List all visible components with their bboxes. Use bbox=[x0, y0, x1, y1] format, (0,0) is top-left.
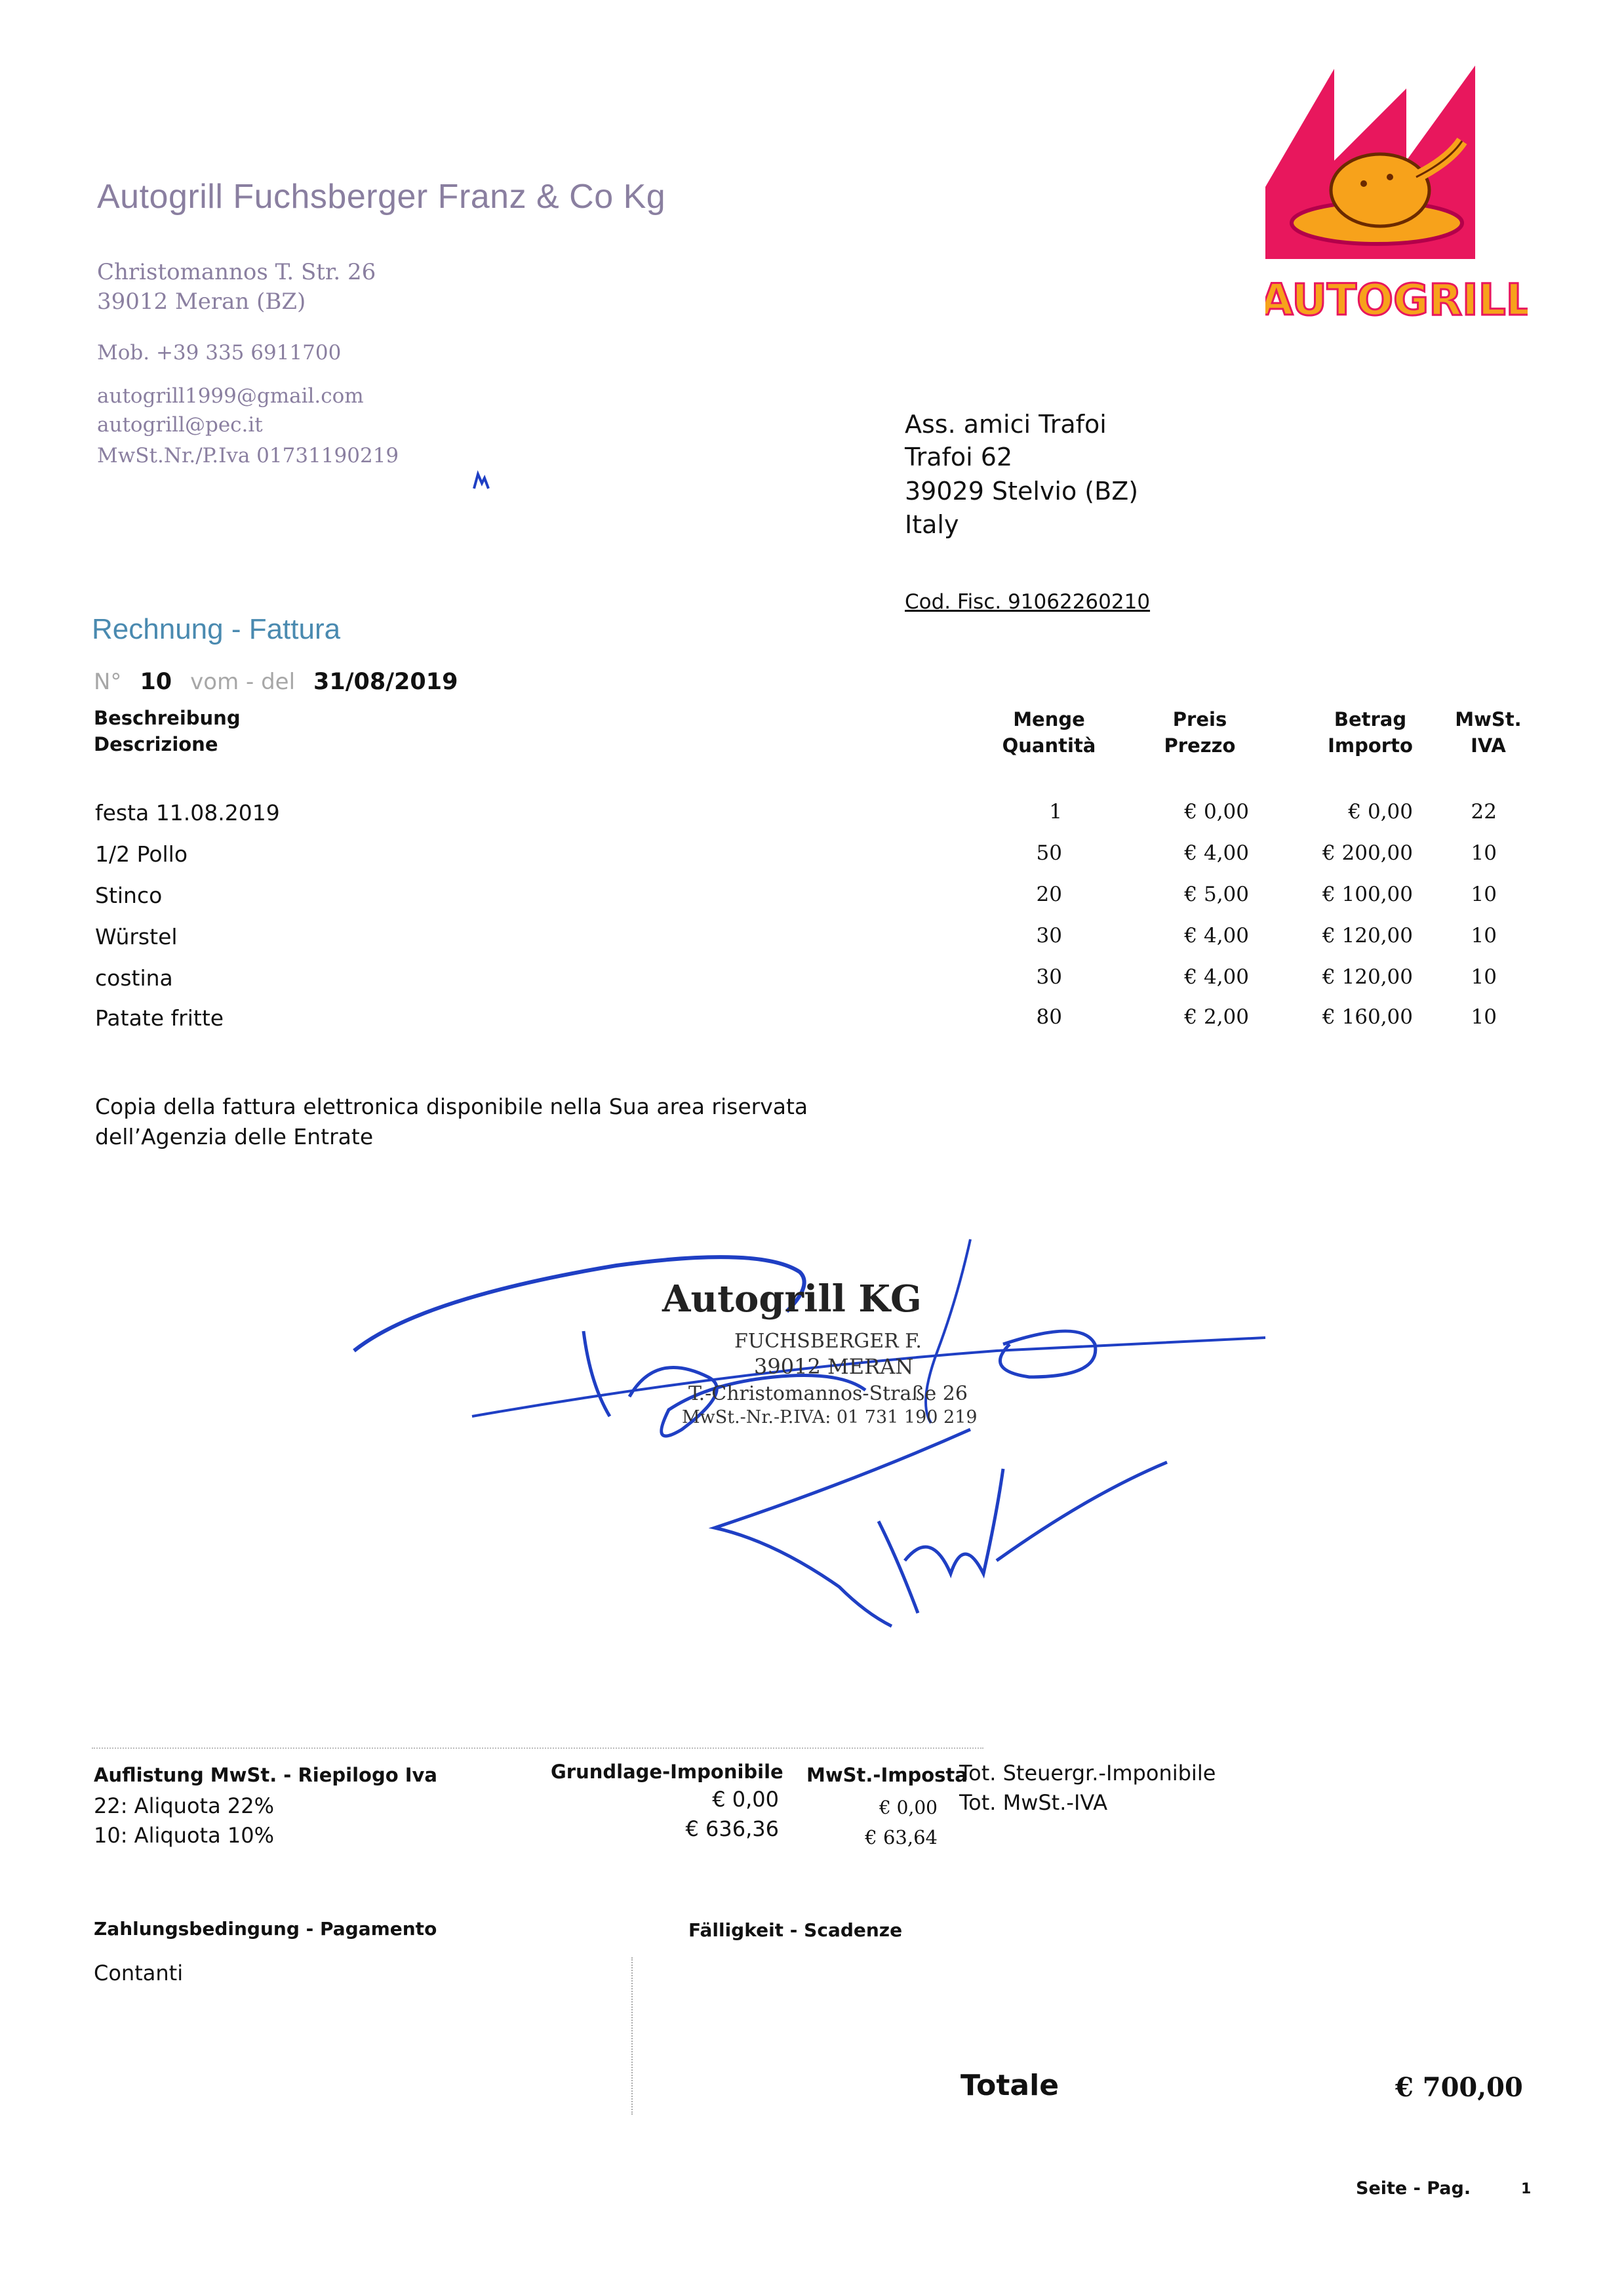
due-date-label: Fälligkeit - Scadenze bbox=[688, 1919, 903, 1941]
payment-terms-label: Zahlungsbedingung - Pagamento bbox=[94, 1918, 437, 1940]
stamp-line: 39012 MERAN bbox=[754, 1354, 914, 1379]
header-amount: Betrag Importo bbox=[1328, 708, 1413, 757]
vat-rate-label: 22: Aliquota 22% bbox=[94, 1793, 274, 1818]
tot-tax-label: Tot. MwSt.-IVA bbox=[959, 1790, 1108, 1815]
document-number-row bbox=[94, 669, 458, 695]
payment-divider bbox=[631, 1957, 633, 2115]
number-label: N° bbox=[94, 669, 122, 695]
table-row: costina 30 € 4,00 € 120,00 10 bbox=[95, 965, 1497, 991]
sender-pec: autogrill@pec.it bbox=[97, 413, 263, 437]
vat-base-value: € 0,00 bbox=[712, 1787, 779, 1812]
table-row: Patate fritte 80 € 2,00 € 160,00 10 bbox=[95, 1005, 1497, 1031]
sender-city: 39012 Meran (BZ) bbox=[97, 289, 306, 315]
header-qty: Menge Quantità bbox=[1002, 708, 1096, 757]
stamp-line: T.-Christomannos-Straße 26 bbox=[688, 1382, 968, 1405]
stamp-and-signature bbox=[341, 1220, 1272, 1666]
vat-summary-title: Auflistung MwSt. - Riepilogo Iva bbox=[94, 1764, 437, 1786]
vat-tax-header: MwSt.-Imposta bbox=[806, 1764, 968, 1786]
header-description: Beschreibung Descrizione bbox=[94, 707, 241, 755]
vat-base-header: Grundlage-Imponibile bbox=[551, 1761, 783, 1783]
signature-stroke bbox=[879, 1462, 1167, 1613]
vat-tax-value: € 0,00 bbox=[879, 1797, 938, 1818]
vat-tax-value: € 63,64 bbox=[865, 1826, 938, 1848]
person-icon bbox=[469, 469, 492, 492]
sender-name: Autogrill Fuchsberger Franz & Co Kg bbox=[97, 178, 666, 216]
table-row: Stinco 20 € 5,00 € 100,00 10 bbox=[95, 883, 1497, 908]
tot-base-label: Tot. Steuergr.-Imponibile bbox=[959, 1761, 1216, 1786]
table-row: festa 11.08.2019 1 € 0,00 € 0,00 22 bbox=[95, 800, 1497, 826]
sender-street: Christomannos T. Str. 26 bbox=[97, 259, 376, 285]
signature-stroke bbox=[715, 1429, 970, 1626]
total-label: Totale bbox=[961, 2069, 1060, 2102]
invoice-date: 31/08/2019 bbox=[313, 669, 458, 695]
stamp-title: Autogrill KG bbox=[662, 1277, 922, 1321]
document-title: Rechnung - Fattura bbox=[92, 613, 341, 645]
stamp-line: FUCHSBERGER F. bbox=[734, 1330, 922, 1353]
e-invoice-note: Copia della fattura elettronica disponibile nella Sua area riservata dell’Agenzia delle Entrate bbox=[95, 1094, 808, 1149]
section-divider bbox=[92, 1747, 983, 1749]
invoice-number: 10 bbox=[140, 669, 172, 695]
vat-rate-label: 10: Aliquota 10% bbox=[94, 1823, 274, 1848]
recipient-street: Trafoi 62 bbox=[905, 443, 1013, 471]
sender-email: autogrill1999@gmail.com bbox=[97, 384, 364, 408]
table-row: Würstel 30 € 4,00 € 120,00 10 bbox=[95, 924, 1497, 949]
recipient-city: 39029 Stelvio (BZ) bbox=[905, 477, 1139, 506]
page-label: Seite - Pag. bbox=[1356, 2178, 1471, 2199]
header-vat: MwSt. IVA bbox=[1455, 708, 1522, 757]
recipient-codfisc: Cod. Fisc. 91062260210 bbox=[905, 590, 1151, 614]
signature-stroke bbox=[1000, 1331, 1095, 1377]
autogrill-logo bbox=[1265, 62, 1528, 338]
date-label: vom - del bbox=[190, 669, 296, 695]
sender-mobile: Mob. +39 335 6911700 bbox=[97, 341, 342, 365]
table-row: 1/2 Pollo 50 € 4,00 € 200,00 10 bbox=[95, 841, 1497, 867]
recipient-country: Italy bbox=[905, 510, 959, 539]
signature-stroke bbox=[584, 1331, 610, 1416]
recipient-name: Ass. amici Trafoi bbox=[905, 410, 1107, 439]
stamp-line: MwSt.-Nr.-P.IVA: 01 731 190 219 bbox=[682, 1407, 978, 1427]
logo-text: AUTOGRILL bbox=[1265, 275, 1528, 325]
total-value: € 700,00 bbox=[1395, 2072, 1523, 2103]
vat-base-value: € 636,36 bbox=[685, 1816, 779, 1841]
sender-vat: MwSt.Nr./P.Iva 01731190219 bbox=[97, 444, 399, 468]
page-number: 1 bbox=[1521, 2181, 1532, 2197]
payment-terms-value: Contanti bbox=[94, 1961, 184, 1986]
header-price: Preis Prezzo bbox=[1164, 708, 1236, 757]
